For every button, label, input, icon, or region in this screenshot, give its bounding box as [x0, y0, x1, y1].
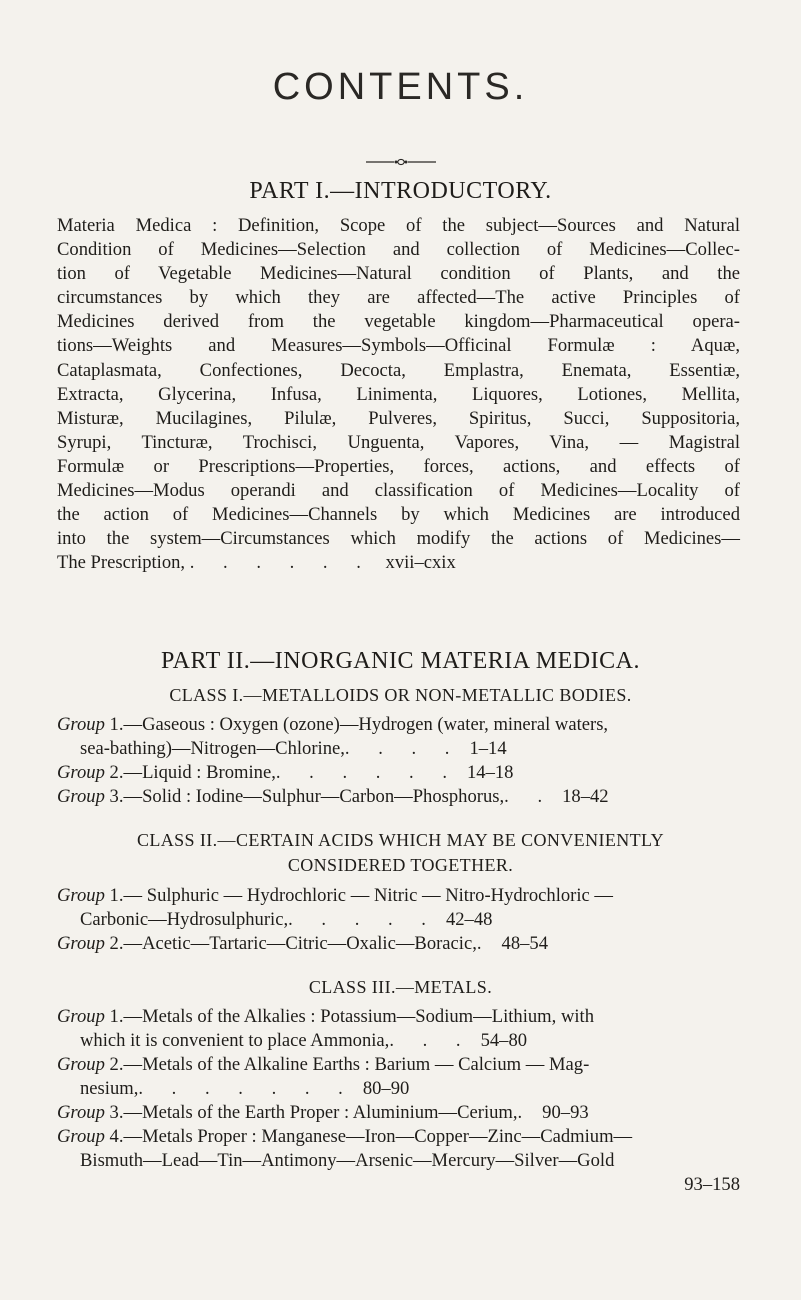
group-text: —Acetic—Tartaric—Citric—Oxalic—Boracic,: [123, 933, 477, 954]
group-number: 3.: [109, 786, 124, 807]
group-label: Group: [57, 933, 105, 954]
group-label: Group: [57, 1054, 105, 1075]
group-text: —Liquid : Bromine,: [123, 762, 276, 783]
class3-group-2: [57, 1053, 740, 1101]
group-text: —Gaseous : Oxygen (ozone)—Hydrogen (water, mineral waters,: [123, 714, 609, 735]
group-text-cont: Carbonic—Hydrosulphuric,: [80, 909, 289, 931]
group-text: — Sulphuric — Hydrochloric — Nitric — Nitro-Hydrochloric —: [123, 885, 614, 906]
class3-group-4: [57, 1125, 740, 1197]
group-label: Group: [57, 1126, 105, 1147]
dot-leader: . . .: [389, 1030, 473, 1052]
class2-group-2: [57, 932, 740, 956]
group-label: Group: [57, 1102, 105, 1123]
group-number: 2.: [109, 762, 124, 783]
class1-group-2: [57, 761, 740, 785]
part2-heading: PART II.—INORGANIC MATERIA MEDICA.: [161, 648, 640, 674]
class3-group-3: [57, 1101, 740, 1125]
group-pages: 42–48: [445, 909, 493, 931]
dot-leader: . . . . . .: [275, 762, 459, 783]
group-pages: 80–90: [362, 1078, 410, 1100]
group-number: 2.: [109, 933, 124, 954]
dot-leader: . . . . .: [288, 909, 438, 931]
group-text: —Metals of the Earth Proper : Aluminium—Cerium,: [123, 1102, 518, 1123]
part1-line: Medicines—Modus operandi and classification of Medicines—Locality of: [57, 480, 740, 502]
group-number: 1.: [109, 885, 124, 906]
part1-last-line: [57, 551, 740, 575]
page-title: CONTENTS.: [272, 66, 529, 108]
part1-heading: PART I.—INTRODUCTORY.: [249, 178, 552, 204]
part1-paragraph: [57, 214, 740, 575]
dot-leader: .: [517, 1102, 535, 1123]
class1-heading: CLASS I.—METALLOIDS OR NON-METALLIC BODIES.: [169, 685, 632, 705]
class3-heading: CLASS III.—METALS.: [308, 977, 493, 997]
group-pages: 90–93: [542, 1102, 589, 1123]
part1-line: tions—Weights and Measures—Symbols—Officinal Formulæ : Aquæ,: [57, 335, 740, 357]
group-pages: 1–14: [469, 738, 507, 760]
part1-line: the action of Medicines—Channels by which Medicines are introduced: [57, 504, 740, 526]
part1-line: Misturæ, Mucilagines, Pilulæ, Pulveres, Spiritus, Succi, Suppositoria,: [57, 407, 740, 429]
ornamental-rule: [366, 157, 436, 167]
part1-line: circumstances by which they are affected—The active Principles of: [57, 287, 740, 309]
group-number: 1.: [109, 714, 124, 735]
group-number: 3.: [109, 1102, 124, 1123]
part1-line: Extracta, Glycerina, Infusa, Linimenta, Liquores, Lotiones, Mellita,: [57, 383, 740, 405]
dot-leader: .: [476, 933, 494, 954]
dot-leader: . . . .: [344, 738, 462, 760]
class2-heading-line1: CLASS II.—CERTAIN ACIDS WHICH MAY BE CONVENIENTLY: [136, 830, 665, 850]
group-pages: 48–54: [501, 933, 549, 954]
group-pages: 14–18: [466, 762, 514, 783]
class3-group-1: [57, 1005, 740, 1053]
group-pages: 18–42: [562, 786, 609, 807]
group-label: Group: [57, 762, 105, 783]
class1-group-1: [57, 713, 740, 761]
group-text-cont: which it is convenient to place Ammonia,: [80, 1030, 390, 1052]
part1-line: Cataplasmata, Confectiones, Decocta, Emplastra, Enemata, Essentiæ,: [57, 359, 740, 381]
part1-last-text: The Prescription,: [57, 552, 186, 574]
dot-leader: . . . . . . .: [138, 1078, 355, 1100]
part1-line: Formulæ or Prescriptions—Properties, forces, actions, and effects of: [57, 455, 740, 477]
part1-pages: xvii–cxix: [385, 552, 456, 574]
part1-line: Medicines derived from the vegetable kingdom—Pharmaceutical opera-: [57, 311, 740, 333]
part1-line: tion of Vegetable Medicines—Natural condition of Plants, and the: [57, 263, 740, 285]
group-pages: 54–80: [480, 1030, 528, 1052]
group-label: Group: [57, 786, 105, 807]
class1-group-3: [57, 785, 740, 809]
class2-heading-line2: CONSIDERED TOGETHER.: [287, 855, 514, 875]
group-text: —Metals of the Alkalies : Potassium—Sodium—Lithium, with: [123, 1006, 595, 1027]
group-text-cont: sea-bathing)—Nitrogen—Chlorine,: [80, 738, 345, 760]
group-number: 1.: [109, 1006, 124, 1027]
part1-line: into the system—Circumstances which modify the actions of Medicines—: [57, 528, 740, 550]
group-text: —Metals of the Alkaline Earths : Barium — Calcium — Mag-: [123, 1054, 590, 1075]
class2-group-1: [57, 884, 740, 932]
group-label: Group: [57, 714, 105, 735]
group-number: 4.: [109, 1126, 124, 1147]
part1-line: Materia Medica : Definition, Scope of the subject—Sources and Natural: [57, 215, 740, 236]
dot-leader: . . . . . .: [189, 552, 373, 574]
group-number: 2.: [109, 1054, 124, 1075]
group-label: Group: [57, 1006, 105, 1027]
dot-leader: . .: [504, 786, 555, 807]
part1-line: Condition of Medicines—Selection and collection of Medicines—Collec-: [57, 239, 740, 261]
group-text: —Metals Proper : Manganese—Iron—Copper—Zinc—Cadmium—: [123, 1126, 633, 1147]
group-text-cont: Bismuth—Lead—Tin—Antimony—Arsenic—Mercury—Silver—Gold: [80, 1150, 615, 1172]
group-pages: 93–158: [684, 1174, 740, 1196]
group-label: Group: [57, 885, 105, 906]
group-text-cont: nesium,: [80, 1078, 139, 1100]
part1-line: Syrupi, Tincturæ, Trochisci, Unguenta, Vapores, Vina, — Magistral: [57, 431, 740, 453]
group-text: —Solid : Iodine—Sulphur—Carbon—Phosphorus,: [123, 786, 505, 807]
